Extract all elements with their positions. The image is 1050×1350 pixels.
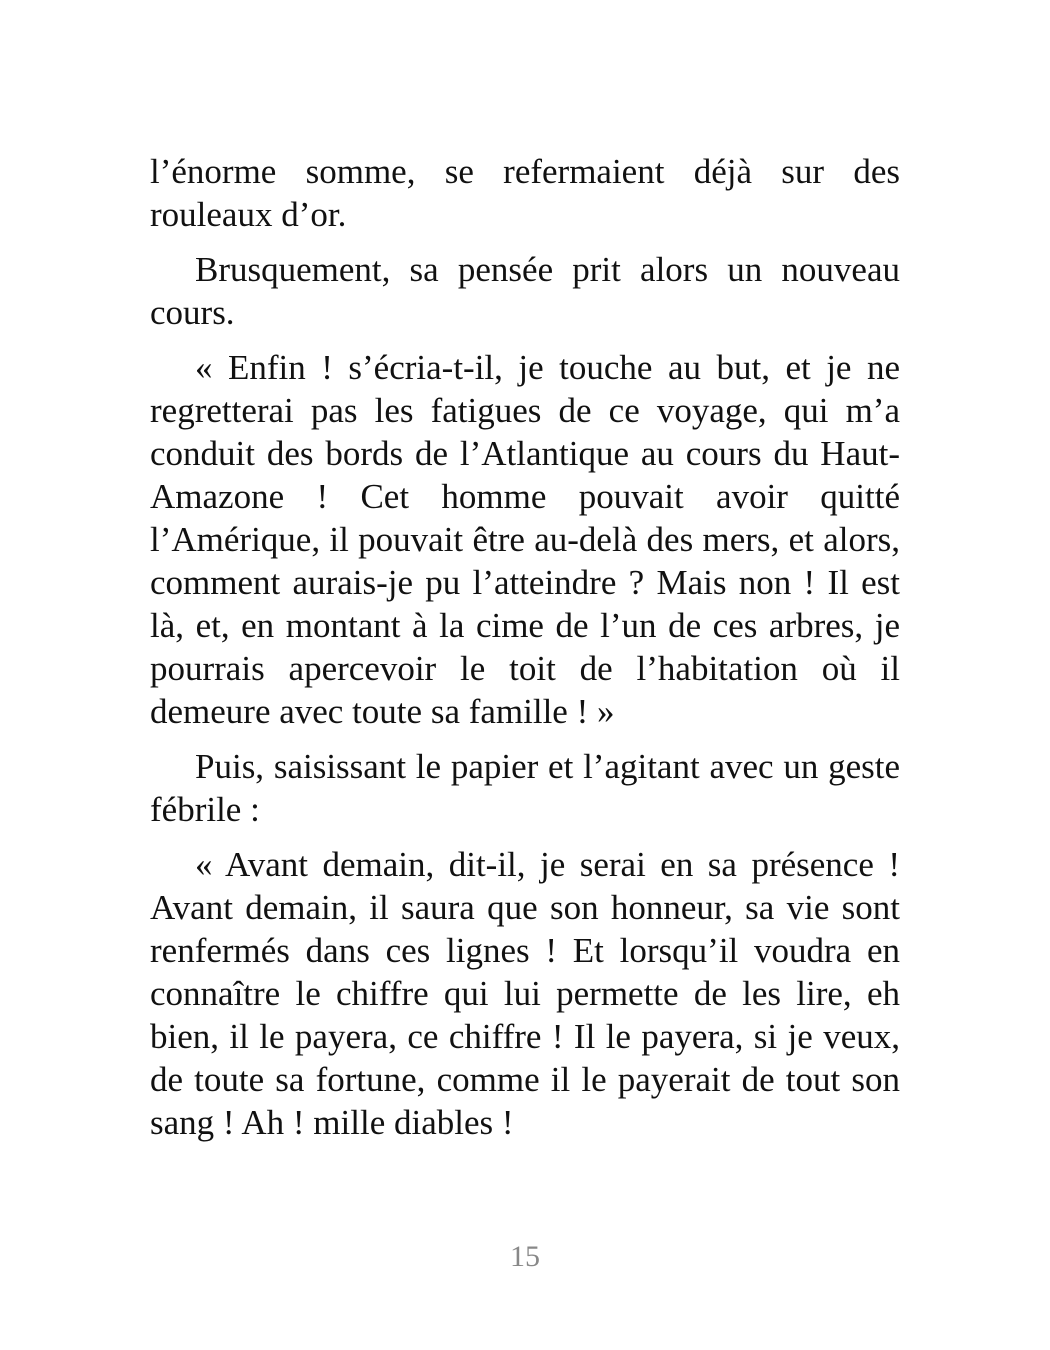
paragraph-continuation: l’énorme somme, se refermaient déjà sur des rouleaux d’or.: [150, 152, 900, 234]
paragraph-dialogue: « Avant demain, dit-il, je serai en sa présence ! Avant demain, il saura que son honneur, sa vie sont renfermés dans ces lignes ! Et lorsqu’il voudra en connaître le chiffre qui lui permette de les lire, eh bien, il le payera, ce chiffre ! Il le payera, si je veux, de toute sa fortune, comme il le payerait de tout son sang ! Ah ! mille diables !: [150, 845, 900, 1142]
paragraph: Puis, saisissant le papier et l’agitant avec un geste fébrile :: [150, 747, 900, 829]
page-number: 15: [510, 1240, 540, 1273]
paragraph: Brusquement, sa pensée prit alors un nouveau cours.: [150, 250, 900, 332]
paragraph-dialogue: « Enfin ! s’écria-t-il, je touche au but, et je ne regretterai pas les fatigues de ce voyage, qui m’a conduit des bords de l’Atlantique au cours du Haut-Amazone ! Cet homme pouvait avoir quitté l’Amérique, il pouvait être au-delà des mers, et alors, comment aurais-je pu l’atteindre ? Mais non ! Il est là, et, en montant à la cime de l’un de ces arbres, je pourrais apercevoir le toit de l’habitation où il demeure avec toute sa famille ! »: [150, 348, 900, 731]
page-body: [150, 150, 900, 1156]
